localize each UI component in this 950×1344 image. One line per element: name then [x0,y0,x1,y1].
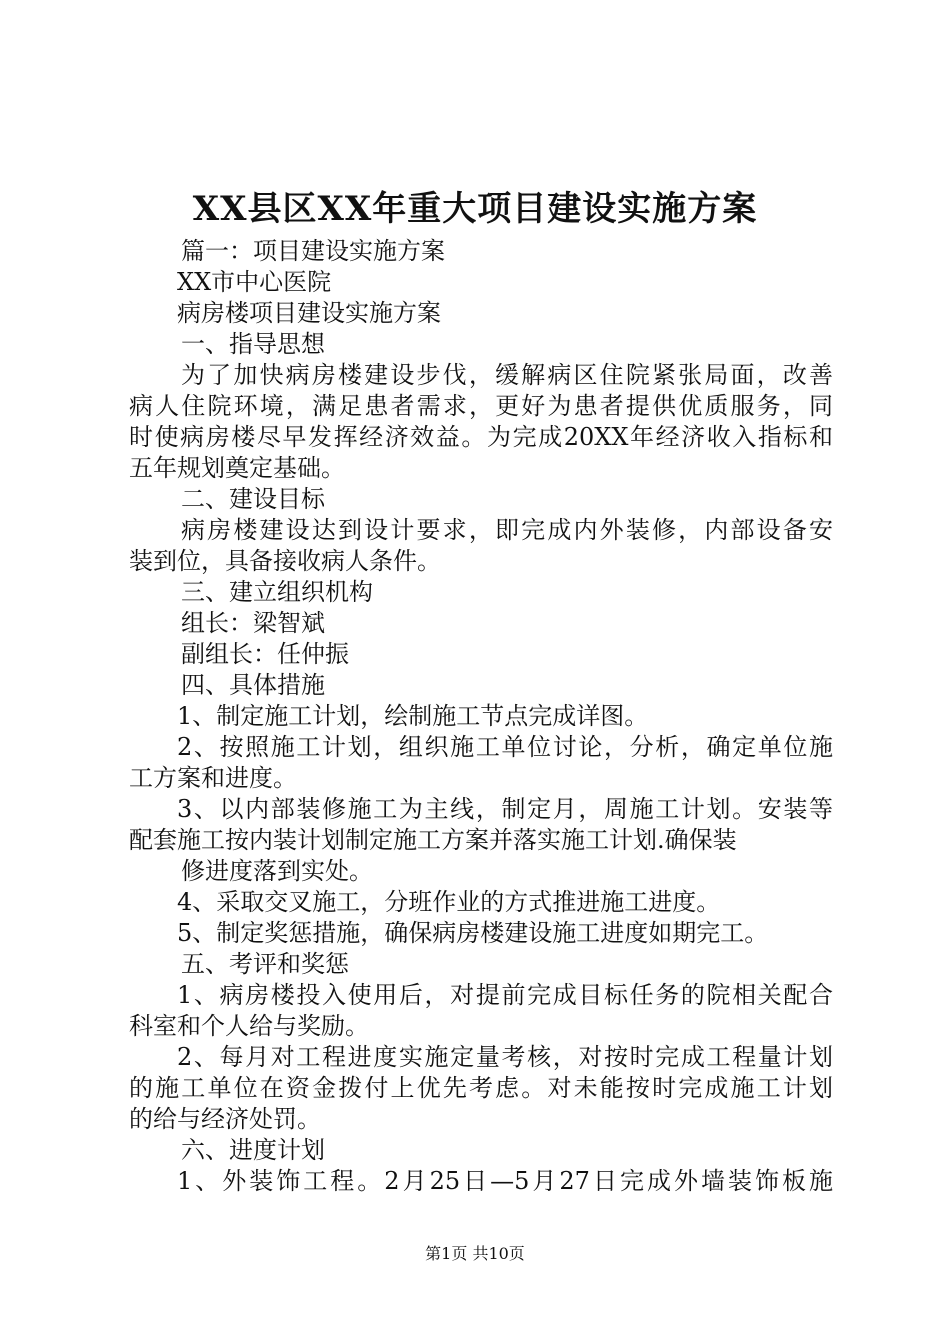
text-line: 一、指导思想 [181,330,325,358]
text-line: 科室和个人给与奖励。 [129,1012,369,1040]
text-line: 工方案和进度。 [129,764,297,792]
text-line: 4、采取交叉施工，分班作业的方式推进施工进度。 [177,888,721,916]
text-line: 1、外装饰工程。2月25日—5月27日完成外墙装饰板施 [177,1167,833,1195]
text-line: 组长：梁智斌 [181,609,325,637]
text-line: 二、建设目标 [181,485,325,513]
text-line: 篇一：项目建设实施方案 [181,237,445,265]
text-line: 的施工单位在资金拨付上优先考虑。对未能按时完成施工计划 [129,1074,833,1102]
text-line: 修进度落到实处。 [181,857,373,885]
text-line: 五年规划奠定基础。 [129,454,345,482]
document-body [129,236,833,1197]
text-line: XX市中心医院 [177,268,332,296]
text-line: 1、制定施工计划，绘制施工节点完成详图。 [177,702,649,730]
text-line: 1、病房楼投入使用后，对提前完成目标任务的院相关配合 [177,981,833,1009]
text-line: 5、制定奖惩措施，确保病房楼建设施工进度如期完工。 [177,919,769,947]
text-line: 五、考评和奖惩 [181,950,349,978]
text-line: 的给与经济处罚。 [129,1105,321,1133]
text-line: 2、按照施工计划，组织施工单位讨论，分析，确定单位施 [177,733,833,761]
text-line: 副组长：任仲振 [181,640,349,668]
text-line: 病房楼建设达到设计要求，即完成内外装修，内部设备安 [181,516,833,544]
text-line: 3、以内部装修施工为主线，制定月，周施工计划。安装等 [177,795,833,823]
text-line: 配套施工按内装计划制定施工方案并落实施工计划.确保装 [129,826,737,854]
text-line: 病人住院环境，满足患者需求，更好为患者提供优质服务，同 [129,392,833,420]
text-line: 2、每月对工程进度实施定量考核，对按时完成工程量计划 [177,1043,833,1071]
text-line: 三、建立组织机构 [181,578,373,606]
text-line: 四、具体措施 [181,671,325,699]
page-footer: 第1页 共10页 [425,1244,525,1263]
text-line: 装到位，具备接收病人条件。 [129,547,441,575]
text-line: 时使病房楼尽早发挥经济效益。为完成20XX年经济收入指标和 [129,423,833,451]
text-line: 为了加快病房楼建设步伐，缓解病区住院紧张局面，改善 [181,361,833,389]
text-line: 六、进度计划 [181,1136,325,1164]
text-line: 病房楼项目建设实施方案 [177,299,441,327]
document-title: XX县区XX年重大项目建设实施方案 [192,189,758,229]
